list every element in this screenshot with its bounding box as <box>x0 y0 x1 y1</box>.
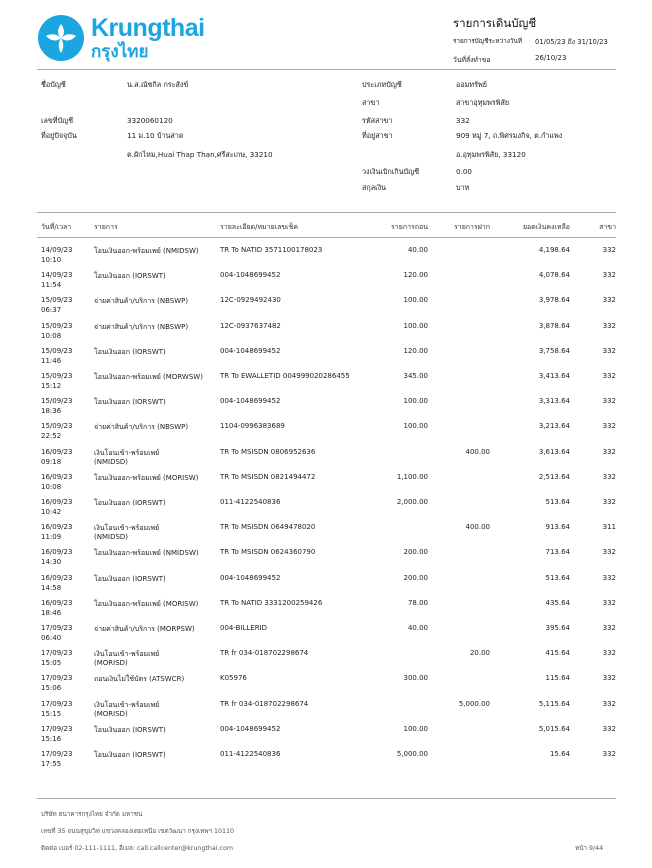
row-date: 16/09/23 <box>41 548 73 557</box>
row-branch: 332 <box>602 246 616 254</box>
row-branch: 332 <box>602 724 616 733</box>
table-row <box>0 722 652 747</box>
row-branch: 332 <box>602 372 616 380</box>
row-item: โอนเงินออก (IORSWT) <box>94 272 166 281</box>
request-date-label: วันที่สั่งทำขอ <box>453 56 491 64</box>
row-time: 10:42 <box>41 508 62 516</box>
row-detail: 011-4122540836 <box>220 498 281 506</box>
row-balance: 2,513.64 <box>538 472 570 481</box>
row-time: 15:15 <box>41 709 62 718</box>
row-branch: 332 <box>602 750 616 758</box>
row-balance: 15.64 <box>549 750 570 758</box>
row-date: 16/09/23 <box>41 472 73 481</box>
currency-value: บาท <box>456 183 470 192</box>
row-time: 10:08 <box>41 331 62 340</box>
col-header-branch: สาขา <box>599 223 616 231</box>
row-date: 16/09/23 <box>41 523 73 532</box>
row-detail: TR To MSISDN 0806952636 <box>220 447 316 456</box>
row-branch: 332 <box>602 573 616 582</box>
row-detail: 12C-0929492430 <box>220 296 281 305</box>
row-withdraw: 100.00 <box>403 724 428 733</box>
row-withdraw: 78.00 <box>407 598 428 607</box>
footer-company: บริษัท ธนาคารกรุงไทย จำกัด มหาชน <box>41 811 143 818</box>
table-row <box>0 394 652 419</box>
row-detail: 004-1048699452 <box>220 397 281 406</box>
row-time: 15:16 <box>41 734 62 743</box>
row-time: 17:55 <box>41 760 62 768</box>
row-date: 14/09/23 <box>41 246 73 254</box>
account-type-label: ประเภทบัญชี <box>362 80 402 89</box>
overdraft-value: 0.00 <box>456 167 473 176</box>
row-item: โอนเงินออก-พร้อมเพย์ (NMIDSW) <box>94 247 199 255</box>
row-item: โอนเงินออก (IORSWT) <box>94 347 166 356</box>
row-branch: 332 <box>602 699 616 708</box>
row-balance: 415.64 <box>545 649 570 658</box>
col-header-date: วันที่/เวลา <box>41 223 72 231</box>
row-deposit: 20.00 <box>469 649 490 658</box>
row-detail: TR To MSISDN 0649478020 <box>220 523 316 532</box>
row-detail: 004-1048699452 <box>220 724 281 733</box>
row-balance: 5,115.64 <box>538 699 570 708</box>
row-time: 15:05 <box>41 659 62 668</box>
row-time: 06:40 <box>41 634 62 642</box>
row-branch: 332 <box>602 498 616 506</box>
row-detail: K05976 <box>220 674 247 683</box>
row-item: โอนเงินออก (IORSWT) <box>94 574 166 583</box>
row-branch: 332 <box>602 447 616 456</box>
row-time: 15:12 <box>41 382 62 390</box>
branch-label: สาขา <box>362 98 380 107</box>
row-time: 14:58 <box>41 583 62 592</box>
table-row <box>0 344 652 369</box>
logo-text-en: Krungthai <box>91 14 205 42</box>
row-branch: 332 <box>602 397 616 406</box>
table-row <box>0 671 652 696</box>
table-row <box>0 470 652 495</box>
row-branch: 332 <box>602 674 616 683</box>
request-date-value: 26/10/23 <box>535 54 567 62</box>
row-time: 18:46 <box>41 608 62 617</box>
row-balance: 435.64 <box>545 598 570 607</box>
account-type-value: ออมทรัพย์ <box>456 80 487 89</box>
row-branch: 332 <box>602 296 616 305</box>
row-withdraw: 40.00 <box>407 246 428 254</box>
row-detail: TR fr 034-018702298674 <box>220 699 309 708</box>
branch-value: สาขาอุทุมพรพิสัย <box>456 98 510 107</box>
table-row <box>0 596 652 621</box>
row-balance: 5,015.64 <box>538 724 570 733</box>
row-deposit: 400.00 <box>465 523 490 532</box>
row-detail: 004-1048699452 <box>220 271 281 280</box>
row-date: 16/09/23 <box>41 598 73 607</box>
branch-address-label: ที่อยู่สาขา <box>362 131 393 140</box>
row-balance: 115.64 <box>545 674 570 683</box>
row-item: โอนเงินออก-พร้อมเพย์ (MORISW) <box>94 473 199 482</box>
period-label: รายการบัญชีระหว่างวันที่ <box>453 37 523 45</box>
row-time: 09:18 <box>41 457 62 466</box>
row-time: 22:52 <box>41 432 62 441</box>
row-detail: 1104-0996383689 <box>220 422 285 431</box>
row-item: โอนเงินออก-พร้อมเพย์ (MORWSW) <box>94 373 203 381</box>
row-date: 17/09/23 <box>41 699 73 708</box>
col-header-item: รายการ <box>94 223 118 231</box>
row-withdraw: 345.00 <box>403 372 428 380</box>
address-label: ที่อยู่ปัจจุบัน <box>41 131 77 140</box>
row-item: โอนเงินออก (IORSWT) <box>94 499 166 507</box>
row-date: 16/09/23 <box>41 573 73 582</box>
row-withdraw: 200.00 <box>403 573 428 582</box>
row-detail: 004-1048699452 <box>220 346 281 355</box>
row-item: เงินโอนเข้า-พร้อมเพย์ <box>94 650 160 659</box>
row-date: 15/09/23 <box>41 346 73 355</box>
row-branch: 332 <box>602 624 616 632</box>
table-row <box>0 319 652 344</box>
row-withdraw: 100.00 <box>403 397 428 406</box>
header-divider <box>37 69 616 70</box>
row-detail: TR fr 034-018702298674 <box>220 649 309 658</box>
table-row <box>0 495 652 520</box>
account-name-value: น.ส.ณัชกิล กระสังข์ <box>127 80 189 89</box>
table-row <box>0 419 652 444</box>
row-time: 10:08 <box>41 482 62 491</box>
col-header-deposit: รายการฝาก <box>454 223 490 231</box>
row-balance: 3,213.64 <box>538 422 570 431</box>
table-row <box>0 268 652 293</box>
row-item: จ่ายค่าสินค้า/บริการ (MORPSW) <box>94 625 195 633</box>
col-header-detail: รายละเอียด/หมายเลขเช็ค <box>220 223 298 231</box>
row-item: โอนเงินออก (IORSWT) <box>94 751 166 759</box>
account-number-label: เลขที่บัญชี <box>41 116 74 125</box>
row-detail: TR To MSISDN 0821494472 <box>220 472 316 481</box>
address-line2: ต.ผักไหม,Huai Thap Than,ศรีสะเกษ, 33210 <box>127 150 273 159</box>
row-balance: 713.64 <box>545 548 570 557</box>
row-branch: 332 <box>602 472 616 481</box>
row-detail: TR To MSISDN 0624360790 <box>220 548 316 557</box>
table-row <box>0 243 652 268</box>
row-withdraw: 100.00 <box>403 321 428 330</box>
row-date: 15/09/23 <box>41 321 73 330</box>
table-row <box>0 571 652 596</box>
row-withdraw: 300.00 <box>403 674 428 683</box>
branch-code-label: รหัสสาขา <box>362 116 393 125</box>
row-branch: 311 <box>602 523 616 532</box>
row-item: โอนเงินออก-พร้อมเพย์ (MORISW) <box>94 599 199 608</box>
row-balance: 4,198.64 <box>538 246 570 254</box>
row-item: โอนเงินออก (IORSWT) <box>94 725 166 734</box>
row-balance: 3,758.64 <box>538 346 570 355</box>
row-date: 17/09/23 <box>41 750 73 758</box>
row-balance: 3,613.64 <box>538 447 570 456</box>
row-time: 11:54 <box>41 281 62 290</box>
address-line1: 11 ม.10 บ้านสาด <box>127 131 184 140</box>
row-date: 16/09/23 <box>41 447 73 456</box>
row-balance: 513.64 <box>545 573 570 582</box>
row-item-code: (NMIDSD) <box>94 533 129 542</box>
logo-text-th: กรุงไทย <box>91 42 149 62</box>
row-time: 06:37 <box>41 306 62 315</box>
row-date: 17/09/23 <box>41 624 73 632</box>
table-row <box>0 545 652 570</box>
row-branch: 332 <box>602 346 616 355</box>
row-time: 18:36 <box>41 407 62 416</box>
row-deposit: 5,000.00 <box>458 699 490 708</box>
overdraft-label: วงเงินเบิกเกินบัญชี <box>362 167 420 176</box>
page-number: หน้า 9/44 <box>575 845 604 852</box>
row-withdraw: 1,100.00 <box>396 472 428 481</box>
table-row <box>0 445 652 470</box>
row-balance: 3,978.64 <box>538 296 570 305</box>
row-detail: 011-4122540836 <box>220 750 281 758</box>
table-row <box>0 646 652 671</box>
row-deposit: 400.00 <box>465 447 490 456</box>
info-divider <box>37 212 616 213</box>
row-item: โอนเงินออก (IORSWT) <box>94 398 166 407</box>
account-name-label: ชื่อบัญชี <box>41 80 66 89</box>
branch-address-line1: 909 หมู่ 7, ถ.พิศรมงกิจ, ต.กำแพง <box>456 131 563 140</box>
footer-address: เลขที่ 35 ถนนสุขุมวิท แขวงคลองเตยเหนือ เขตวัฒนา กรุงเทพฯ 10110 <box>41 828 235 835</box>
row-withdraw: 40.00 <box>407 624 428 632</box>
row-balance: 4,078.64 <box>538 271 570 280</box>
row-withdraw: 2,000.00 <box>396 498 428 506</box>
row-item: จ่ายค่าสินค้า/บริการ (NBSWP) <box>94 322 189 331</box>
row-date: 17/09/23 <box>41 649 73 658</box>
row-branch: 332 <box>602 271 616 280</box>
row-balance: 3,313.64 <box>538 397 570 406</box>
branch-code-value: 332 <box>456 116 470 125</box>
row-date: 17/09/23 <box>41 724 73 733</box>
row-withdraw: 100.00 <box>403 422 428 431</box>
row-item: จ่ายค่าสินค้า/บริการ (NBSWP) <box>94 423 189 432</box>
row-item: เงินโอนเข้า-พร้อมเพย์ <box>94 448 160 457</box>
table-row <box>0 369 652 394</box>
row-time: 10:10 <box>41 256 62 264</box>
row-branch: 332 <box>602 321 616 330</box>
row-withdraw: 100.00 <box>403 296 428 305</box>
row-date: 15/09/23 <box>41 372 73 380</box>
row-date: 16/09/23 <box>41 498 73 506</box>
table-header-divider <box>37 237 616 238</box>
row-date: 15/09/23 <box>41 296 73 305</box>
period-value: 01/05/23 ถึง 31/10/23 <box>535 38 608 46</box>
row-detail: TR To NATID 3331200259426 <box>220 598 323 607</box>
row-time: 14:30 <box>41 558 62 567</box>
document-title: รายการเดินบัญชี <box>453 16 537 30</box>
row-balance: 3,413.64 <box>538 372 570 380</box>
row-time: 11:09 <box>41 533 62 542</box>
row-item: จ่ายค่าสินค้า/บริการ (NBSWP) <box>94 297 189 306</box>
row-detail: 12C-0937637482 <box>220 321 281 330</box>
row-balance: 513.64 <box>545 498 570 506</box>
row-branch: 332 <box>602 598 616 607</box>
krungthai-logo-icon <box>38 15 84 61</box>
row-date: 17/09/23 <box>41 674 73 683</box>
row-withdraw: 120.00 <box>403 346 428 355</box>
row-date: 15/09/23 <box>41 422 73 431</box>
row-detail: TR To NATID 3571100178023 <box>220 246 323 254</box>
row-item-code: (MORISD) <box>94 659 128 668</box>
branch-address-line2: อ.อุทุมพรพิสัย, 33120 <box>456 150 526 159</box>
row-balance: 913.64 <box>545 523 570 532</box>
row-item: โอนเงินออก-พร้อมเพย์ (NMIDSW) <box>94 549 199 558</box>
row-item: ถอนเงินไม่ใช้บัตร (ATSWCR) <box>94 675 185 684</box>
col-header-balance: ยอดเงินคงเหลือ <box>522 223 570 231</box>
row-item-code: (MORISD) <box>94 709 128 718</box>
currency-label: สกุลเงิน <box>362 183 387 192</box>
table-row <box>0 697 652 722</box>
footer-divider <box>37 798 616 799</box>
footer-contact: ติดต่อ เบอร์ 02-111-1111, อีเมล: call.callcenter@krungthai.com <box>41 845 233 852</box>
row-date: 14/09/23 <box>41 271 73 280</box>
row-item-code: (NMIDSD) <box>94 457 129 466</box>
row-detail: 004-BILLERID <box>220 624 268 632</box>
row-branch: 332 <box>602 422 616 431</box>
row-withdraw: 200.00 <box>403 548 428 557</box>
row-balance: 395.64 <box>545 624 570 632</box>
row-time: 11:46 <box>41 356 62 365</box>
row-time: 15:06 <box>41 684 62 693</box>
row-withdraw: 5,000.00 <box>396 750 428 758</box>
table-row <box>0 520 652 545</box>
row-date: 15/09/23 <box>41 397 73 406</box>
row-branch: 332 <box>602 649 616 658</box>
table-row <box>0 621 652 646</box>
row-item: เงินโอนเข้า-พร้อมเพย์ <box>94 700 160 709</box>
row-branch: 332 <box>602 548 616 557</box>
col-header-withdraw: รายการถอน <box>391 223 428 231</box>
row-item: เงินโอนเข้า-พร้อมเพย์ <box>94 524 160 533</box>
table-row <box>0 747 652 772</box>
row-detail: 004-1048699452 <box>220 573 281 582</box>
account-number-value: 3320060120 <box>127 116 173 125</box>
row-withdraw: 120.00 <box>403 271 428 280</box>
row-balance: 3,878.64 <box>538 321 570 330</box>
row-detail: TR To EWALLETID 004999020286455 <box>220 372 350 380</box>
table-row <box>0 293 652 318</box>
